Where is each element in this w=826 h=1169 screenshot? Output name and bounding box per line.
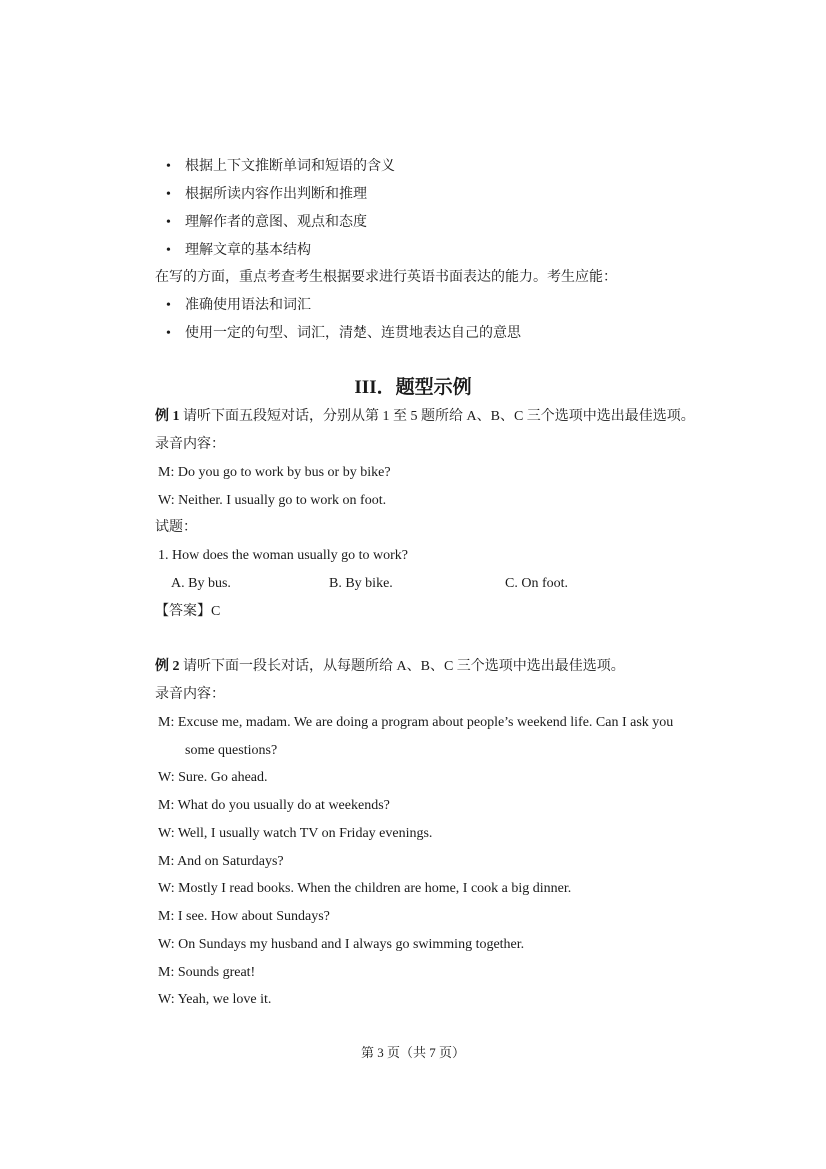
example2-label: 例 2 [155,659,180,674]
recording-label: 录音内容： [155,687,225,702]
writing-intro: 在写的方面，重点考查考生根据要求进行英语书面表达的能力。考生应能： [155,270,617,285]
example2-instruction: 请听下面一段长对话，从每题所给 A、B、C 三个选项中选出最佳选项。 [179,659,625,674]
example1-label: 例 1 [155,409,180,424]
bullet-item: 使用一定的句型、词汇，清楚、连贯地表达自己的意思 [185,326,521,341]
bullet-marker: • [166,326,171,341]
bullet-marker: • [166,298,171,313]
dialogue-line: M: Do you go to work by bus or by bike? [158,465,391,480]
question-text: 1. How does the woman usually go to work? [158,548,409,563]
option-c: C. On foot. [505,576,568,591]
example2-heading [155,657,625,677]
dialogue-line: W: Neither. I usually go to work on foot. [158,493,387,508]
example1-heading [155,407,695,427]
dialogue-line: W: Sure. Go ahead. [158,770,268,785]
dialogue-line: W: Mostly I read books. When the children are home, I cook a big dinner. [158,881,572,896]
example1-instruction: 请听下面五段短对话，分别从第 1 至 5 题所给 A、B、C 三个选项中选出最佳选项。 [179,409,695,424]
dialogue-line: M: What do you usually do at weekends? [158,798,390,813]
question-label: 试题： [155,520,197,535]
dialogue-line: W: Yeah, we love it. [158,992,272,1007]
option-b: B. By bike. [329,576,393,591]
answer: 【答案】C [155,604,221,619]
dialogue-line-continued: some questions? [185,743,278,758]
bullet-marker: • [166,159,171,174]
dialogue-line: M: And on Saturdays? [158,854,284,869]
dialogue-line: M: I see. How about Sundays? [158,909,330,924]
bullet-marker: • [166,243,171,258]
section-title: III．题型示例 [354,377,472,398]
option-a: A. By bus. [171,576,231,591]
bullet-item: 理解作者的意图、观点和态度 [185,215,367,230]
bullet-item: 理解文章的基本结构 [185,243,311,258]
bullet-item: 根据上下文推断单词和短语的含义 [185,159,395,174]
dialogue-line: M: Sounds great! [158,965,256,980]
bullet-item: 根据所读内容作出判断和推理 [185,187,367,202]
bullet-marker: • [166,215,171,230]
dialogue-line: W: Well, I usually watch TV on Friday evenings. [158,826,433,841]
bullet-item: 准确使用语法和词汇 [185,298,311,313]
dialogue-line: M: Excuse me, madam. We are doing a program about people’s weekend life. Can I ask you [158,715,674,730]
dialogue-line: W: On Sundays my husband and I always go swimming together. [158,937,525,952]
bullet-marker: • [166,187,171,202]
page-footer: 第 3 页（共 7 页） [360,1045,465,1060]
recording-label: 录音内容： [155,437,225,452]
